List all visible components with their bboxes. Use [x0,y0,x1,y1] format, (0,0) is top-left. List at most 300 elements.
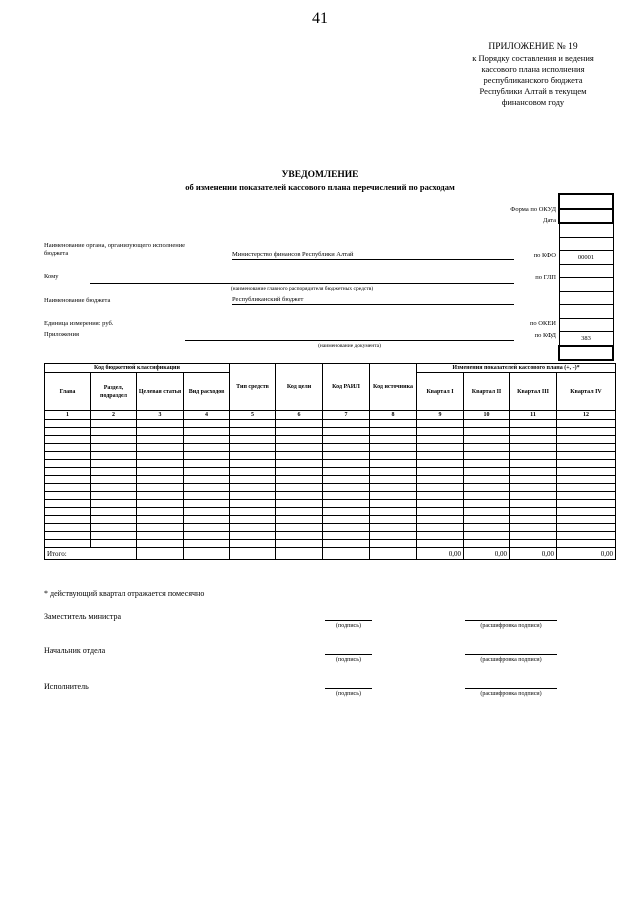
group-header-bk: Код бюджетной классификации [45,364,230,373]
table-cell[interactable] [323,484,370,492]
table-cell[interactable] [45,516,91,524]
signature-caption: (подпись) [336,691,361,697]
table-cell[interactable] [91,492,137,500]
attachments-label: Приложения [44,331,79,338]
col-number: 5 [230,411,276,420]
table-cell[interactable] [464,508,510,516]
table-cell[interactable] [276,476,323,484]
table-cell[interactable] [510,468,557,476]
table-cell[interactable] [137,532,184,540]
org-label-line: бюджета [44,250,69,257]
table-cell[interactable] [230,460,276,468]
table-cell[interactable] [323,444,370,452]
decode-line[interactable] [465,688,557,689]
table-cell[interactable] [91,540,137,548]
col-header-source: Код источника [370,364,417,411]
total-q3: 0,00 [510,548,557,560]
appendix-line: к Порядку составления и ведения [472,53,594,63]
table-cell[interactable] [276,468,323,476]
table-cell[interactable] [557,492,616,500]
table-row [45,452,616,460]
decode-caption: (расшифровка подписи) [480,657,542,663]
appendix-line: финансовом году [501,97,565,107]
table-cell[interactable] [370,484,417,492]
table-cell[interactable] [137,500,184,508]
total-row [45,548,616,560]
table-cell[interactable] [417,420,464,428]
signature-role: Заместитель министра [44,612,121,621]
blank-cell [559,305,613,319]
table-row [45,500,616,508]
table-cell[interactable] [370,516,417,524]
table-cell[interactable] [276,428,323,436]
table-cell[interactable] [184,524,230,532]
decode-line[interactable] [465,654,557,655]
table-cell[interactable] [323,500,370,508]
total-cell [137,548,184,560]
table-cell[interactable] [323,532,370,540]
table-cell[interactable] [417,476,464,484]
table-cell[interactable] [230,492,276,500]
org-label-line: Наименование органа, организующего исполнение [44,242,186,249]
glp-label: по ГЛП [535,274,556,281]
table-cell[interactable] [370,452,417,460]
table-cell[interactable] [45,532,91,540]
table-cell[interactable] [323,452,370,460]
table-cell[interactable] [137,524,184,532]
main-table [44,363,616,560]
table-cell[interactable] [417,484,464,492]
table-row [45,508,616,516]
total-cell [370,548,417,560]
blank-cell [559,237,613,251]
table-cell[interactable] [230,476,276,484]
table-row [45,476,616,484]
table-cell[interactable] [370,524,417,532]
table-cell[interactable] [510,460,557,468]
org-label [44,242,185,258]
table-cell[interactable] [45,452,91,460]
table-cell[interactable] [230,540,276,548]
table-cell[interactable] [557,428,616,436]
table-cell[interactable] [184,484,230,492]
col-number: 12 [557,411,616,420]
group-header-changes: Изменения показателей кассового плана (+, -)* [417,364,616,373]
total-cell [323,548,370,560]
to-caption: (наименование главного распорядителя бюджетных средств) [230,286,374,292]
table-cell[interactable] [45,420,91,428]
table-cell[interactable] [370,420,417,428]
table-cell[interactable] [510,476,557,484]
table-cell[interactable] [417,428,464,436]
okud-cell[interactable] [559,194,613,209]
table-cell[interactable] [557,476,616,484]
table-cell[interactable] [184,452,230,460]
table-cell[interactable] [137,460,184,468]
table-cell[interactable] [323,540,370,548]
table-cell[interactable] [45,436,91,444]
table-cell[interactable] [91,476,137,484]
table-cell[interactable] [417,492,464,500]
table-cell[interactable] [184,508,230,516]
table-cell[interactable] [230,524,276,532]
table-row [45,420,616,428]
table-cell[interactable] [370,532,417,540]
table-cell[interactable] [464,532,510,540]
table-row [45,516,616,524]
table-cell[interactable] [184,468,230,476]
table-row [45,484,616,492]
table-cell[interactable] [464,452,510,460]
table-cell[interactable] [137,420,184,428]
table-cell[interactable] [557,436,616,444]
table-cell[interactable] [510,508,557,516]
total-cell [184,548,230,560]
table-cell[interactable] [184,436,230,444]
blank-cell [559,291,613,305]
table-cell[interactable] [230,516,276,524]
total-q2: 0,00 [464,548,510,560]
table-cell[interactable] [510,484,557,492]
table-cell[interactable] [417,452,464,460]
table-cell[interactable] [137,436,184,444]
table-cell[interactable] [276,420,323,428]
total-q4: 0,00 [557,548,616,560]
okei-label: по ОКЕИ [529,320,556,327]
table-cell[interactable] [370,428,417,436]
document-subtitle: об изменении показателей кассового плана перечислений по расходам [185,182,455,192]
table-cell[interactable] [464,468,510,476]
table-cell[interactable] [45,476,91,484]
table-cell[interactable] [557,420,616,428]
table-cell[interactable] [137,516,184,524]
signature-caption: (подпись) [336,623,361,629]
col-header-goal: Код цели [276,364,323,411]
table-cell[interactable] [557,500,616,508]
table-cell[interactable] [417,532,464,540]
kfo-label: по КФО [533,252,556,259]
codes-box [558,193,614,361]
blank-cell [559,318,613,332]
table-cell[interactable] [323,524,370,532]
kfd-cell[interactable] [559,346,613,361]
table-cell[interactable] [276,532,323,540]
table-cell[interactable] [91,468,137,476]
date-label: Дата [543,217,556,224]
appendix-line: кассового плана исполнения [481,64,585,74]
table-cell[interactable] [557,516,616,524]
table-cell[interactable] [464,524,510,532]
col-number: 4 [184,411,230,420]
table-cell[interactable] [137,476,184,484]
table-cell[interactable] [323,508,370,516]
table-cell[interactable] [45,444,91,452]
table-cell[interactable] [464,428,510,436]
table-cell[interactable] [323,492,370,500]
table-cell[interactable] [557,452,616,460]
table-cell[interactable] [137,468,184,476]
table-cell[interactable] [464,516,510,524]
table-cell[interactable] [464,460,510,468]
table-cell[interactable] [464,540,510,548]
table-cell[interactable] [184,500,230,508]
footnote: * действующий квартал отражается помесячно [44,589,205,598]
table-cell[interactable] [45,468,91,476]
total-cell [276,548,323,560]
col-header-q3: Квартал III [510,373,557,411]
table-cell[interactable] [45,540,91,548]
table-cell[interactable] [370,500,417,508]
signature-caption: (подпись) [336,657,361,663]
table-cell[interactable] [510,540,557,548]
table-cell[interactable] [91,484,137,492]
table-cell[interactable] [417,540,464,548]
table-cell[interactable] [230,420,276,428]
table-cell[interactable] [276,508,323,516]
table-row [45,524,616,532]
table-cell[interactable] [230,500,276,508]
col-number: 2 [91,411,137,420]
document-title: УВЕДОМЛЕНИЕ [281,170,359,180]
glp-cell[interactable] [559,278,613,292]
col-number: 10 [464,411,510,420]
to-field-line[interactable] [90,283,514,284]
table-cell[interactable] [91,524,137,532]
col-number: 7 [323,411,370,420]
table-cell[interactable] [184,428,230,436]
table-row [45,468,616,476]
table-cell[interactable] [557,484,616,492]
table-cell[interactable] [370,460,417,468]
table-cell[interactable] [323,460,370,468]
col-header-glava: Глава [45,373,91,411]
table-cell[interactable] [276,436,323,444]
col-header-q2: Квартал II [464,373,510,411]
appendix-block [448,42,618,108]
attachments-caption: (наименование документа) [318,343,381,349]
table-cell[interactable] [557,508,616,516]
table-cell[interactable] [276,516,323,524]
col-number: 8 [370,411,417,420]
table-cell[interactable] [557,460,616,468]
table-cell[interactable] [184,532,230,540]
table-cell[interactable] [230,428,276,436]
table-cell[interactable] [417,524,464,532]
table-cell[interactable] [276,460,323,468]
table-cell[interactable] [230,452,276,460]
budget-label: Наименование бюджета [44,297,111,304]
table-cell[interactable] [184,460,230,468]
table-cell[interactable] [91,428,137,436]
table-cell[interactable] [370,444,417,452]
table-cell[interactable] [91,436,137,444]
table-cell[interactable] [91,452,137,460]
col-number: 3 [137,411,184,420]
table-cell[interactable] [91,508,137,516]
table-cell[interactable] [417,436,464,444]
table-cell[interactable] [276,452,323,460]
table-cell[interactable] [137,492,184,500]
table-row [45,532,616,540]
attachments-field-line[interactable] [185,340,514,341]
decode-caption: (расшифровка подписи) [480,691,542,697]
total-q1: 0,00 [417,548,464,560]
table-cell[interactable] [45,524,91,532]
table-cell[interactable] [323,436,370,444]
appendix-line: республиканского бюджета [483,75,583,85]
table-cell[interactable] [464,420,510,428]
table-cell[interactable] [276,540,323,548]
table-cell[interactable] [464,500,510,508]
table-cell[interactable] [323,476,370,484]
table-cell[interactable] [417,444,464,452]
okei-cell[interactable]: 383 [559,332,613,346]
table-cell[interactable] [137,452,184,460]
table-cell[interactable] [417,508,464,516]
table-cell[interactable] [45,492,91,500]
date-cell[interactable] [559,209,613,224]
table-cell[interactable] [557,468,616,476]
table-cell[interactable] [276,484,323,492]
col-number: 6 [276,411,323,420]
table-cell[interactable] [557,532,616,540]
table-cell[interactable] [510,516,557,524]
decode-caption: (расшифровка подписи) [480,623,542,629]
table-cell[interactable] [510,452,557,460]
signature-line[interactable] [325,688,372,689]
signature-role: Исполнитель [44,682,89,691]
table-row [45,492,616,500]
signature-line[interactable] [325,620,372,621]
org-value: Министерство финансов Республики Алтай [232,251,514,260]
table-cell[interactable] [91,444,137,452]
kfd-label: по КФД [534,332,556,339]
table-cell[interactable] [323,516,370,524]
table-cell[interactable] [91,460,137,468]
signature-role: Начальник отдела [44,646,106,655]
table-cell[interactable] [230,444,276,452]
total-cell [230,548,276,560]
col-header-target: Целевая статья [137,373,184,411]
table-cell[interactable] [510,492,557,500]
table-row [45,460,616,468]
table-cell[interactable] [276,500,323,508]
table-cell[interactable] [230,532,276,540]
table-cell[interactable] [370,540,417,548]
table-row [45,444,616,452]
table-cell[interactable] [464,436,510,444]
table-cell[interactable] [45,500,91,508]
table-cell[interactable] [464,492,510,500]
table-cell[interactable] [464,484,510,492]
table-cell[interactable] [184,444,230,452]
table-cell[interactable] [276,524,323,532]
table-cell[interactable] [137,428,184,436]
col-number: 9 [417,411,464,420]
table-cell[interactable] [370,508,417,516]
table-cell[interactable] [557,444,616,452]
table-cell[interactable] [557,540,616,548]
table-cell[interactable] [510,420,557,428]
table-cell[interactable] [230,484,276,492]
col-header-razdel: Раздел, подраздел [91,373,137,411]
table-cell[interactable] [137,484,184,492]
table-cell[interactable] [510,532,557,540]
table-row [45,428,616,436]
table-cell[interactable] [370,468,417,476]
table-cell[interactable] [45,508,91,516]
table-cell[interactable] [370,436,417,444]
table-cell[interactable] [230,468,276,476]
page-number: 41 [312,10,328,27]
col-header-vid: Вид расходов [184,373,230,411]
table-cell[interactable] [557,524,616,532]
table-cell[interactable] [464,476,510,484]
table-cell[interactable] [230,508,276,516]
table-cell[interactable] [184,476,230,484]
table-cell[interactable] [184,540,230,548]
table-cell[interactable] [91,516,137,524]
table-cell[interactable] [510,444,557,452]
decode-line[interactable] [465,620,557,621]
table-cell[interactable] [323,468,370,476]
col-header-q4: Квартал IV [557,373,616,411]
col-header-type: Тип средств [230,364,276,411]
table-cell[interactable] [184,516,230,524]
signature-line[interactable] [325,654,372,655]
table-cell[interactable] [45,484,91,492]
table-cell[interactable] [510,500,557,508]
blank-cell [559,264,613,278]
table-cell[interactable] [417,516,464,524]
table-row [45,540,616,548]
table-cell[interactable] [137,540,184,548]
table-cell[interactable] [184,420,230,428]
table-cell[interactable] [230,436,276,444]
table-cell[interactable] [91,532,137,540]
col-number: 11 [510,411,557,420]
col-header-q1: Квартал I [417,373,464,411]
table-cell[interactable] [370,476,417,484]
table-cell[interactable] [184,492,230,500]
table-cell[interactable] [370,492,417,500]
table-cell[interactable] [510,436,557,444]
kfo-cell[interactable]: 00001 [559,251,613,265]
appendix-title: ПРИЛОЖЕНИЕ № 19 [488,42,578,52]
table-cell[interactable] [323,420,370,428]
table-cell[interactable] [464,444,510,452]
table-cell[interactable] [91,500,137,508]
to-label: Кому [44,273,59,280]
table-cell[interactable] [45,460,91,468]
col-header-rail: Код РАИЛ [323,364,370,411]
table-cell[interactable] [417,500,464,508]
table-cell[interactable] [510,428,557,436]
table-cell[interactable] [276,492,323,500]
table-cell[interactable] [510,524,557,532]
table-cell[interactable] [137,444,184,452]
blank-cell [559,223,613,237]
table-cell[interactable] [137,508,184,516]
table-cell[interactable] [417,460,464,468]
table-cell[interactable] [323,428,370,436]
table-cell[interactable] [276,444,323,452]
table-cell[interactable] [45,428,91,436]
okud-label: Форма по ОКУД [510,206,556,213]
table-cell[interactable] [91,420,137,428]
total-label: Итого: [45,548,137,560]
table-cell[interactable] [417,468,464,476]
